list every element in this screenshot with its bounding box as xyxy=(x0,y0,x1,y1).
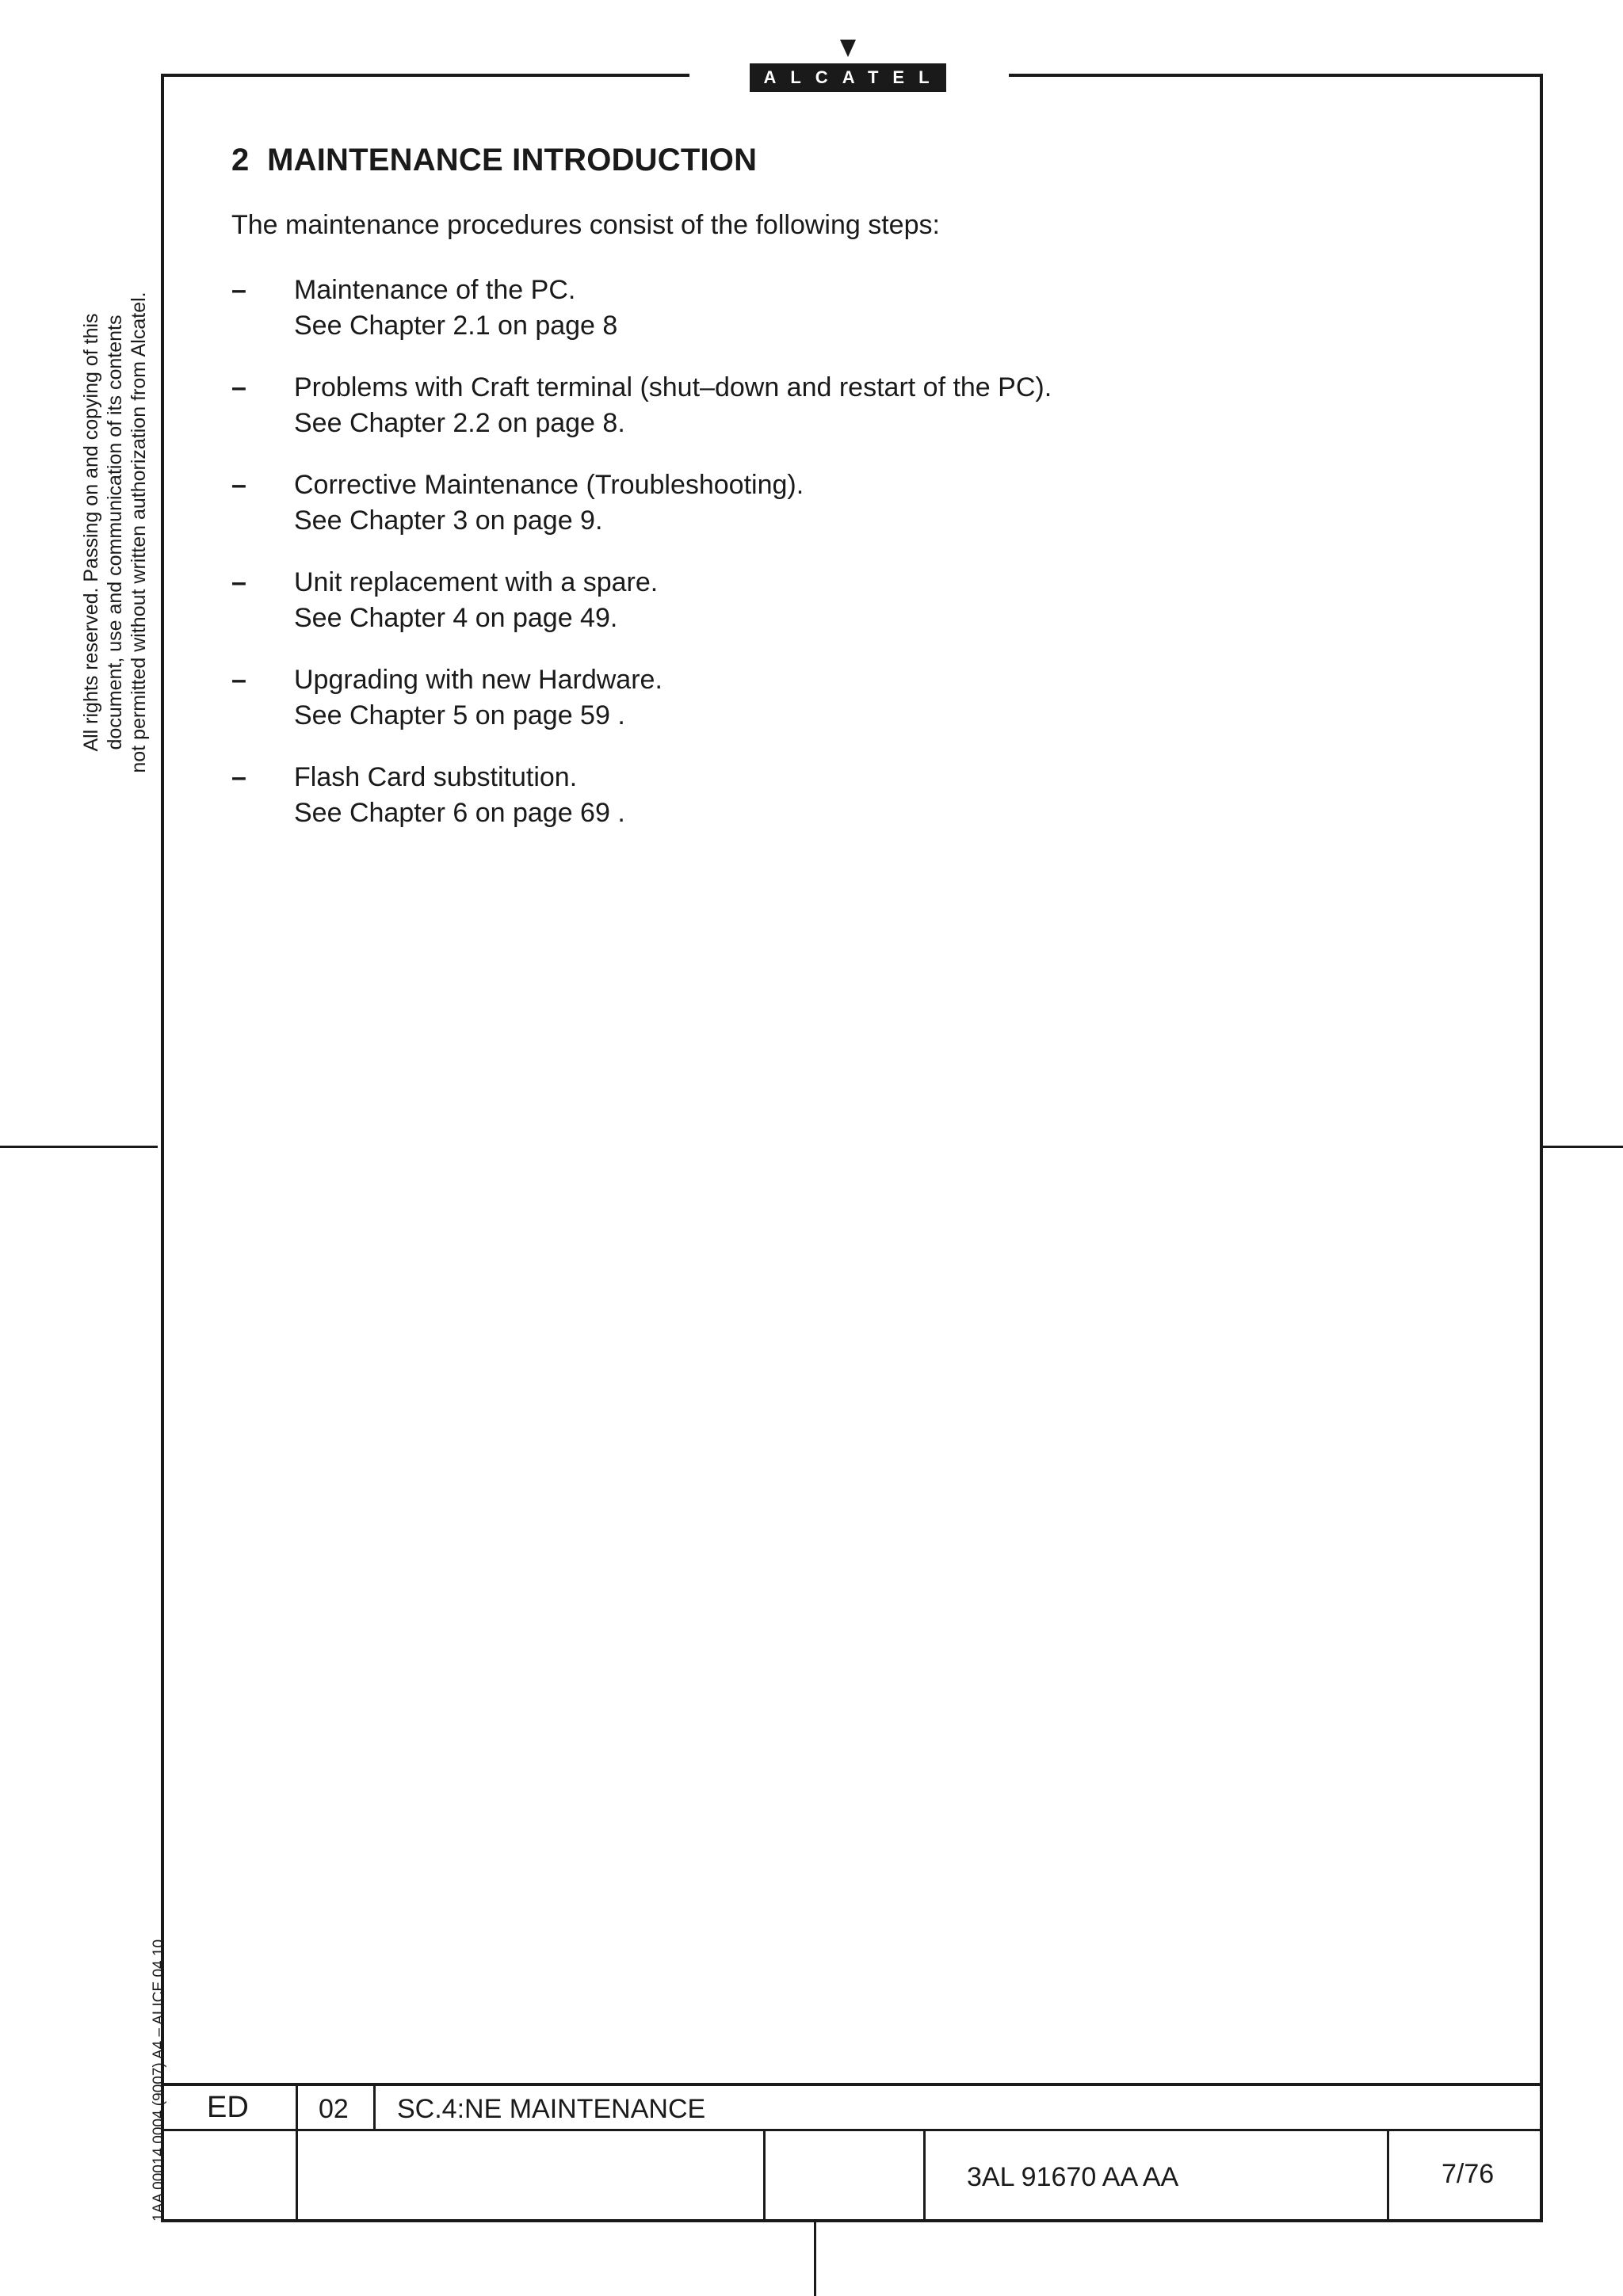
document-number: 3AL 91670 AA AA xyxy=(967,2162,1179,2192)
step-title: Corrective Maintenance (Troubleshooting). xyxy=(294,470,804,500)
dash-bullet: – xyxy=(231,275,246,305)
frame-top-line-right xyxy=(1009,74,1543,77)
dash-bullet: – xyxy=(231,567,246,597)
title-block-divider xyxy=(923,2131,926,2222)
copyright-line: All rights reserved. Passing on and copying of this xyxy=(80,313,102,752)
edition-value: 02 xyxy=(319,2094,349,2124)
dash-bullet: – xyxy=(231,372,246,402)
frame-top-line-left xyxy=(161,74,689,77)
step-title: Problems with Craft terminal (shut–down and restart of the PC). xyxy=(294,372,1052,402)
steps-list xyxy=(231,273,1499,831)
alcatel-logo xyxy=(750,40,946,95)
page-number: 7/76 xyxy=(1442,2159,1495,2189)
section-intro: The maintenance procedures consist of the following steps: xyxy=(231,210,940,240)
copyright-notice xyxy=(79,263,151,802)
form-code: 1AA 00014 0004 (9007) A4 – ALICE 04.10 xyxy=(151,1939,167,2222)
title-block-divider xyxy=(763,2131,766,2222)
list-item xyxy=(231,662,1499,734)
step-title: Maintenance of the PC. xyxy=(294,275,576,305)
title-block-divider xyxy=(373,2083,376,2131)
step-reference: See Chapter 2.2 on page 8. xyxy=(294,408,625,438)
step-title: Unit replacement with a spare. xyxy=(294,567,659,597)
fold-mark-bottom xyxy=(814,2222,816,2296)
dash-bullet: – xyxy=(231,665,246,695)
step-title: Upgrading with new Hardware. xyxy=(294,665,663,695)
fold-mark-left xyxy=(0,1146,158,1148)
list-item xyxy=(231,467,1499,539)
section-title: MAINTENANCE INTRODUCTION xyxy=(267,143,758,177)
title-block-row xyxy=(161,2083,1543,2131)
main-content xyxy=(231,143,1499,857)
fold-mark-right xyxy=(1543,1146,1623,1148)
title-block-divider xyxy=(1387,2131,1389,2222)
logo-arrow-icon xyxy=(840,40,856,57)
copyright-line: document, use and communication of its contents xyxy=(104,315,126,750)
title-block xyxy=(161,2083,1543,2222)
list-item xyxy=(231,273,1499,344)
dash-bullet: – xyxy=(231,762,246,792)
list-item xyxy=(231,370,1499,441)
step-reference: See Chapter 6 on page 69 . xyxy=(294,798,625,828)
step-reference: See Chapter 4 on page 49. xyxy=(294,603,618,633)
logo-text: ALCATEL xyxy=(750,63,946,92)
edition-label: ED xyxy=(207,2091,249,2124)
section-heading xyxy=(231,143,1499,178)
list-item xyxy=(231,565,1499,636)
step-title: Flash Card substitution. xyxy=(294,762,578,792)
dash-bullet: – xyxy=(231,470,246,500)
document-title: SC.4:NE MAINTENANCE xyxy=(397,2094,706,2124)
list-item xyxy=(231,760,1499,831)
step-reference: See Chapter 5 on page 59 . xyxy=(294,700,625,730)
step-reference: See Chapter 2.1 on page 8 xyxy=(294,311,618,341)
copyright-line: not permitted without written authorization from Alcatel. xyxy=(128,292,150,773)
step-reference: See Chapter 3 on page 9. xyxy=(294,505,603,536)
section-number: 2 xyxy=(231,143,250,177)
title-block-divider xyxy=(296,2083,298,2222)
